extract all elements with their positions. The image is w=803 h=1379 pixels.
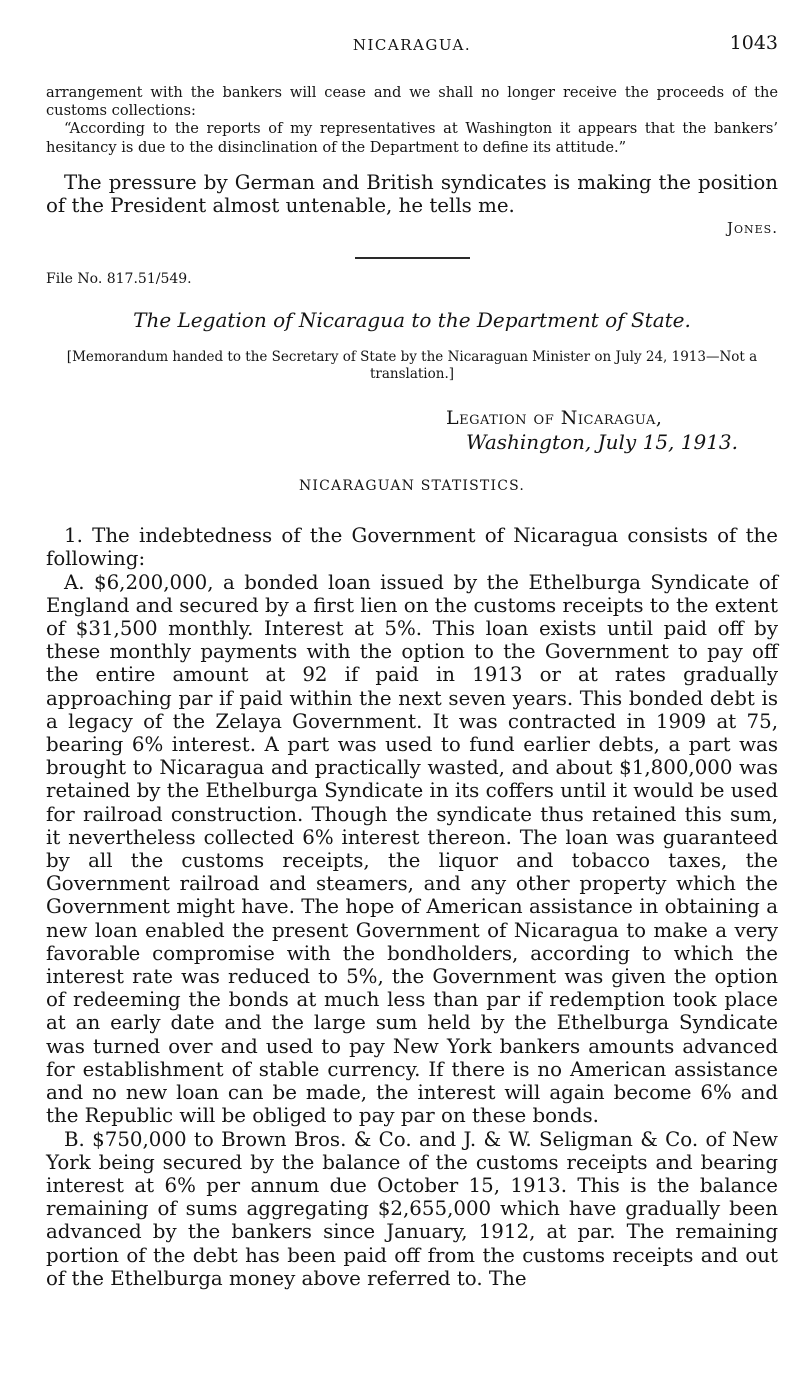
intro-quote: “According to the reports of my representatives at Washington it appears that the bankers’ hesitancy is due to the disinclination of the Department to define its attitude.”	[46, 120, 778, 156]
running-title: NICARAGUA.	[352, 36, 472, 54]
legation-name: Legation of Nicaragua,	[446, 407, 663, 430]
quoted-telegram	[46, 84, 778, 157]
statistics-paragraph-a: A. $6,200,000, a bonded loan issued by the Ethelburga Syndicate of England and secured by a first lien on the customs receipts to the extent of $31,500 monthly. Interest at 5%. This loan exists until paid off by these monthly payments with the option to the Government to pay off the entire amount at 92 if paid in 1913 or at rates gradually approaching par if paid within the next seven years. This bonded debt is a legacy of the Zelaya Government. It was contracted in 1909 at 75, bearing 6% interest. A part was used to fund earlier debts, a part was brought to Nicaragua and practically wasted, and about $1,800,000 was retained by the Ethelburga Syndicate in its coffers until it would be used for railroad construction. Though the syndicate thus retained this sum, it nevertheless collected 6% interest thereon. The loan was guaranteed by all the customs receipts, the liquor and tobacco taxes, the Government railroad and steamers, and any other property which the Government might have. The hope of American assistance in obtaining a new loan enabled the present Government of Nicaragua to make a very favorable compromise with the bondholders, according to which the interest rate was reduced to 5%, the Government was given the option of redeeming the bonds at much less than par if redemption took place at an early date and the large sum held by the Ethelburga Syndicate was turned over and used to pay New York bankers amounts advanced for establishment of stable currency. If there is no American assistance and no new loan can be made, the interest will again become 6% and the Republic will be obliged to pay par on these bonds.	[46, 570, 778, 1128]
running-header	[46, 30, 778, 58]
page-number: 1043	[729, 32, 778, 54]
legation-dateline	[46, 406, 778, 454]
signature: Jones.	[727, 219, 778, 238]
intro-paragraph-1: arrangement with the bankers will cease and we shall no longer receive the proceeds of the customs collections:	[46, 84, 778, 120]
statistics-paragraph-1: 1. The indebtedness of the Government of Nicaragua consists of the following:	[46, 524, 778, 571]
section-heading: NICARAGUAN STATISTICS.	[298, 478, 526, 495]
document-title: The Legation of Nicaragua to the Department of State.	[133, 308, 691, 333]
statistics-paragraph-b: B. $750,000 to Brown Bros. & Co. and J. & W. Seligman & Co. of New York being secured by the balance of the customs receipts and bearing interest at 6% per annum due October 15, 1913. This is the balance remaining of sums aggregating $2,655,000 which have gradually been advanced by the bankers since January, 1912, at par. The remaining portion of the debt has been paid off from the customs receipts and out of the Ethelburga money above referred to. The	[46, 1127, 778, 1290]
intro-body	[46, 171, 778, 217]
statistics-body	[46, 524, 778, 1290]
memorandum-note: [Memorandum handed to the Secretary of State by the Nicaraguan Minister on July 24, 1913—Not a translation.]	[66, 349, 758, 382]
intro-paragraph-3: The pressure by German and British syndicates is making the position of the President almost untenable, he tells me.	[46, 170, 778, 218]
document-page	[46, 30, 778, 1290]
legation-date: Washington, July 15, 1913.	[466, 430, 739, 455]
section-divider	[355, 257, 470, 259]
file-number: File No. 817.51/549.	[46, 271, 192, 288]
